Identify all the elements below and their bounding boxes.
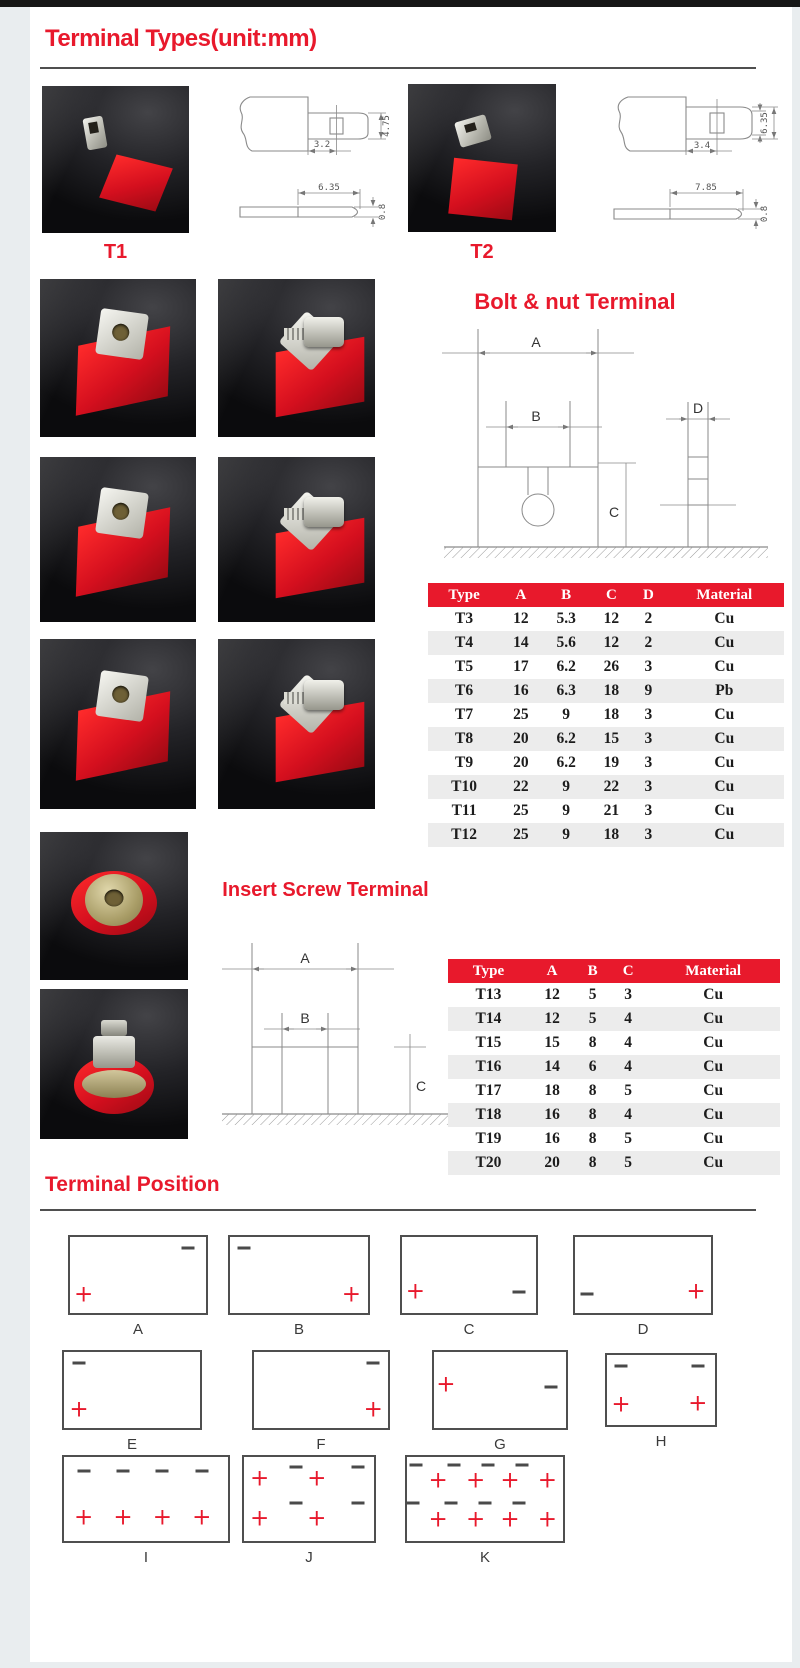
table-cell: 4 xyxy=(624,1010,633,1027)
table-cell: T6 xyxy=(455,682,474,699)
table-cell: 6 xyxy=(588,1058,597,1075)
negative-terminal-mark xyxy=(512,1291,525,1294)
table-cell: Cu xyxy=(714,706,735,723)
table-row xyxy=(428,751,784,775)
positive-terminal-mark: + xyxy=(688,1390,708,1417)
dim-t1-offset: 3.2 xyxy=(313,140,331,150)
dim-label-a: A xyxy=(300,950,310,966)
table-cell: T5 xyxy=(455,658,474,675)
table-cell: 5.3 xyxy=(556,610,576,627)
table-row xyxy=(448,1079,780,1103)
photo-t1-terminal xyxy=(42,86,189,233)
terminal-position-box-k xyxy=(405,1455,565,1543)
table-cell: Cu xyxy=(714,778,735,795)
table-cell: 9 xyxy=(562,826,571,843)
positive-terminal-mark: + xyxy=(249,1465,270,1492)
table-cell: 12 xyxy=(603,634,620,651)
terminal-position-box-d xyxy=(573,1235,713,1315)
insert-screw-table xyxy=(448,959,780,1175)
table-cell: Cu xyxy=(703,1010,724,1027)
table-cell: T10 xyxy=(451,778,478,795)
positive-terminal-mark: + xyxy=(436,1371,456,1398)
page-title: Terminal Types(unit:mm) xyxy=(45,25,317,52)
negative-terminal-mark xyxy=(479,1502,492,1505)
terminal-position-grid xyxy=(30,1235,792,1575)
positive-terminal-mark: + xyxy=(465,1467,486,1494)
table-cell: Cu xyxy=(703,1034,724,1051)
position-label: J xyxy=(305,1549,313,1566)
positive-terminal-mark: + xyxy=(249,1505,270,1532)
table-header-row xyxy=(428,583,784,607)
t1-technical-drawing xyxy=(210,85,392,241)
terminal-position-box-e xyxy=(62,1350,202,1430)
table-cell: 8 xyxy=(588,1106,597,1123)
column-header: B xyxy=(542,583,591,607)
negative-terminal-mark xyxy=(367,1362,380,1365)
table-cell: 12 xyxy=(603,610,620,627)
insert-screw-section-title: Insert Screw Terminal xyxy=(222,879,429,901)
positive-terminal-mark: + xyxy=(152,1504,173,1531)
table-header-row xyxy=(448,959,780,983)
positive-terminal-mark: + xyxy=(307,1465,327,1492)
page-top-border xyxy=(0,0,800,7)
negative-terminal-mark xyxy=(195,1470,208,1473)
table-cell: T19 xyxy=(475,1130,502,1147)
dim-t2-thickness: 0.8 xyxy=(760,205,770,223)
column-header: C xyxy=(591,583,632,607)
table-row xyxy=(428,823,784,847)
table-cell: Cu xyxy=(714,802,735,819)
table-cell: 18 xyxy=(603,682,620,699)
table-cell: Cu xyxy=(714,634,735,651)
table-cell: Cu xyxy=(703,1106,724,1123)
metal-plate-terminal xyxy=(95,487,149,539)
table-row xyxy=(448,1151,780,1175)
column-header: Type xyxy=(428,583,500,607)
table-row xyxy=(448,1127,780,1151)
column-header: B xyxy=(575,959,610,983)
table-row xyxy=(448,1007,780,1031)
table-row xyxy=(448,1031,780,1055)
terminal-position-box-i xyxy=(62,1455,230,1543)
position-label: F xyxy=(316,1436,326,1453)
table-cell: 16 xyxy=(544,1106,560,1123)
column-header: A xyxy=(500,583,541,607)
table-cell: 12 xyxy=(544,1010,560,1027)
tab-slot xyxy=(88,121,99,133)
position-label: G xyxy=(494,1436,506,1453)
table-cell: 2 xyxy=(644,610,653,627)
table-cell: 4 xyxy=(624,1034,633,1051)
table-row xyxy=(428,655,784,679)
dim-label-c: C xyxy=(608,504,620,520)
plate-hole xyxy=(111,685,130,704)
table-cell: 4 xyxy=(624,1058,633,1075)
metal-plate-terminal xyxy=(95,307,149,359)
table-cell: Cu xyxy=(703,1058,724,1075)
table-cell: 20 xyxy=(513,754,529,771)
table-cell: 26 xyxy=(603,658,620,675)
table-cell: 9 xyxy=(562,778,571,795)
table-cell: 16 xyxy=(544,1130,560,1147)
bolt-nut-section-title: Bolt & nut Terminal xyxy=(474,289,676,314)
negative-terminal-mark xyxy=(290,1466,303,1469)
position-label: I xyxy=(143,1549,149,1566)
table-cell: 3 xyxy=(644,658,653,675)
bolt-shaft xyxy=(284,328,304,340)
table-cell: 20 xyxy=(544,1154,560,1171)
positive-terminal-mark: + xyxy=(363,1396,383,1423)
positive-terminal-mark: + xyxy=(500,1467,520,1494)
table-cell: 6.2 xyxy=(556,658,576,675)
insert-hole xyxy=(105,889,124,906)
table-cell: 17 xyxy=(513,658,529,675)
table-cell: T8 xyxy=(455,730,474,747)
brass-insert xyxy=(85,874,143,926)
position-label: H xyxy=(655,1433,667,1450)
negative-terminal-mark xyxy=(77,1470,90,1473)
table-cell: 9 xyxy=(644,682,653,699)
dim-label-b: B xyxy=(300,1010,310,1026)
column-header: D xyxy=(632,583,665,607)
dim-t1-thickness: 0.8 xyxy=(378,203,388,221)
negative-terminal-mark xyxy=(615,1364,628,1367)
table-cell: T7 xyxy=(455,706,474,723)
table-cell: T20 xyxy=(475,1154,502,1171)
positive-terminal-mark: + xyxy=(74,1504,94,1531)
positive-terminal-mark: + xyxy=(500,1506,520,1533)
table-cell: T4 xyxy=(455,634,474,651)
table-cell: 5 xyxy=(588,986,597,1003)
terminal-position-box-g xyxy=(432,1350,568,1430)
t1-label: T1 xyxy=(103,241,128,263)
position-label: E xyxy=(126,1436,137,1453)
t2-label: T2 xyxy=(470,241,494,263)
hex-bolt-head xyxy=(304,497,344,527)
dim-label-d: D xyxy=(692,400,704,416)
photo-insert-terminal-1 xyxy=(40,832,188,980)
negative-terminal-mark xyxy=(72,1362,85,1365)
positive-terminal-mark: + xyxy=(428,1467,448,1494)
positive-terminal-mark: + xyxy=(537,1506,558,1533)
table-cell: Pb xyxy=(715,682,734,699)
table-row xyxy=(428,607,784,631)
table-cell: 14 xyxy=(544,1058,560,1075)
table-cell: 3 xyxy=(644,754,653,771)
table-cell: T3 xyxy=(455,610,474,627)
table-cell: T18 xyxy=(475,1106,502,1123)
table-row xyxy=(448,983,780,1007)
table-cell: 5.6 xyxy=(556,634,576,651)
table-cell: 25 xyxy=(513,826,529,843)
negative-terminal-mark xyxy=(407,1502,420,1505)
tab-slot xyxy=(464,122,477,133)
data-table xyxy=(448,959,780,1175)
table-cell: 8 xyxy=(588,1034,597,1051)
table-row xyxy=(428,703,784,727)
hex-bolt-head xyxy=(304,317,344,347)
positive-terminal-mark: + xyxy=(341,1281,362,1308)
table-cell: Cu xyxy=(703,1082,724,1099)
dim-t2-length: 7.85 xyxy=(695,183,717,193)
table-cell: 15 xyxy=(603,730,620,747)
table-cell: 25 xyxy=(513,802,529,819)
photo-bolt-nut-plate-1 xyxy=(40,279,196,437)
negative-terminal-mark xyxy=(352,1502,365,1505)
page-content xyxy=(30,7,792,1662)
column-header: Material xyxy=(646,959,780,983)
table-cell: T12 xyxy=(451,826,478,843)
table-cell: T16 xyxy=(475,1058,502,1075)
title-divider xyxy=(40,67,756,69)
table-cell: 8 xyxy=(588,1130,597,1147)
dim-label-b: B xyxy=(531,408,541,424)
column-header: C xyxy=(610,959,646,983)
plate-hole xyxy=(111,502,130,521)
position-label: D xyxy=(637,1321,649,1338)
table-cell: 8 xyxy=(588,1154,597,1171)
negative-terminal-mark xyxy=(237,1247,250,1250)
positive-terminal-mark: + xyxy=(192,1504,212,1531)
negative-terminal-mark xyxy=(545,1385,558,1388)
table-cell: 5 xyxy=(624,1130,633,1147)
table-row xyxy=(428,799,784,823)
brass-washer xyxy=(82,1070,146,1098)
table-row xyxy=(428,679,784,703)
table-cell: 4 xyxy=(624,1106,633,1123)
table-cell: 25 xyxy=(513,706,529,723)
terminal-position-divider xyxy=(40,1209,756,1211)
photo-bolt-nut-assembled-3 xyxy=(218,639,375,809)
positive-terminal-mark: + xyxy=(537,1467,558,1494)
table-cell: 18 xyxy=(603,826,620,843)
terminal-position-box-f xyxy=(252,1350,390,1430)
negative-terminal-mark xyxy=(513,1502,526,1505)
table-cell: T15 xyxy=(475,1034,502,1051)
dim-t1-length: 6.35 xyxy=(318,183,340,193)
table-row xyxy=(448,1103,780,1127)
hex-screw-head xyxy=(93,1036,135,1068)
position-label: A xyxy=(132,1321,143,1338)
table-cell: 6.2 xyxy=(556,754,576,771)
table-cell: T14 xyxy=(475,1010,502,1027)
positive-terminal-mark: + xyxy=(69,1396,89,1423)
bolt-nut-dimension-diagram xyxy=(430,317,782,562)
dim-t2-width: 6.35 xyxy=(760,112,770,134)
position-label: C xyxy=(463,1321,475,1338)
positive-terminal-mark: + xyxy=(307,1505,327,1532)
table-cell: Cu xyxy=(714,826,735,843)
dim-label-a: A xyxy=(531,334,541,350)
position-label: B xyxy=(293,1321,304,1338)
table-cell: 14 xyxy=(513,634,529,651)
negative-terminal-mark xyxy=(182,1247,195,1250)
table-cell: 3 xyxy=(624,986,633,1003)
table-cell: T13 xyxy=(475,986,502,1003)
table-cell: Cu xyxy=(714,754,735,771)
table-cell: 16 xyxy=(513,682,529,699)
bolt-shaft xyxy=(284,692,304,704)
table-cell: 6.3 xyxy=(556,682,576,699)
column-header: A xyxy=(529,959,575,983)
table-row xyxy=(428,727,784,751)
negative-terminal-mark xyxy=(691,1364,704,1367)
table-cell: Cu xyxy=(703,986,724,1003)
positive-terminal-mark: + xyxy=(73,1281,94,1308)
positive-terminal-mark: + xyxy=(405,1278,426,1305)
table-cell: Cu xyxy=(714,610,735,627)
insert-screw-dimension-diagram xyxy=(210,929,460,1147)
data-table xyxy=(428,583,784,847)
terminal-position-section-title: Terminal Position xyxy=(45,1173,220,1196)
table-cell: 5 xyxy=(588,1010,597,1027)
bolt-nut-table xyxy=(428,583,784,847)
negative-terminal-mark xyxy=(447,1464,460,1467)
table-row xyxy=(428,631,784,655)
table-cell: T9 xyxy=(455,754,474,771)
positive-terminal-mark: + xyxy=(113,1504,133,1531)
negative-terminal-mark xyxy=(581,1293,594,1296)
positive-terminal-mark: + xyxy=(465,1506,486,1533)
positive-terminal-mark: + xyxy=(428,1506,448,1533)
negative-terminal-mark xyxy=(290,1502,303,1505)
photo-bolt-nut-assembled-2 xyxy=(218,457,375,622)
negative-terminal-mark xyxy=(156,1470,169,1473)
table-cell: 5 xyxy=(624,1154,633,1171)
photo-bolt-nut-assembled-1 xyxy=(218,279,375,437)
table-cell: 8 xyxy=(588,1082,597,1099)
table-cell: 18 xyxy=(544,1082,560,1099)
negative-terminal-mark xyxy=(444,1502,457,1505)
photo-bolt-nut-plate-3 xyxy=(40,639,196,809)
terminal-position-box-b xyxy=(228,1235,370,1315)
negative-terminal-mark xyxy=(410,1464,423,1467)
terminal-position-box-h xyxy=(605,1353,717,1427)
table-cell: 3 xyxy=(644,706,653,723)
positive-terminal-mark: + xyxy=(686,1278,706,1305)
table-row xyxy=(448,1055,780,1079)
table-cell: 20 xyxy=(513,730,529,747)
terminal-position-box-j xyxy=(242,1455,376,1543)
terminal-position-box-c xyxy=(400,1235,538,1315)
table-cell: 18 xyxy=(603,706,620,723)
column-header: Type xyxy=(448,959,529,983)
table-cell: Cu xyxy=(714,730,735,747)
terminal-position-box-a xyxy=(68,1235,208,1315)
hex-bolt-head xyxy=(304,680,344,710)
table-cell: 2 xyxy=(644,634,653,651)
red-terminal-pad xyxy=(448,158,518,220)
dim-t1-width: 4.75 xyxy=(382,115,392,137)
photo-t2-terminal xyxy=(408,84,556,232)
plate-hole xyxy=(111,322,130,341)
table-cell: 15 xyxy=(544,1034,560,1051)
negative-terminal-mark xyxy=(117,1470,130,1473)
t2-technical-drawing xyxy=(586,81,782,243)
table-row xyxy=(428,775,784,799)
table-cell: 3 xyxy=(644,826,653,843)
table-cell: 6.2 xyxy=(556,730,576,747)
metal-plate-terminal xyxy=(95,670,149,722)
table-cell: 9 xyxy=(562,706,571,723)
photo-bolt-nut-plate-2 xyxy=(40,457,196,622)
table-cell: 3 xyxy=(644,802,653,819)
table-cell: 19 xyxy=(603,754,620,771)
table-cell: 21 xyxy=(603,802,620,819)
dim-t2-offset: 3.4 xyxy=(693,141,711,151)
table-cell: Cu xyxy=(703,1130,724,1147)
table-cell: 22 xyxy=(603,778,620,795)
table-cell: Cu xyxy=(703,1154,724,1171)
table-cell: 12 xyxy=(513,610,529,627)
positive-terminal-mark: + xyxy=(611,1391,631,1418)
table-cell: 5 xyxy=(624,1082,633,1099)
table-cell: T17 xyxy=(475,1082,502,1099)
negative-terminal-mark xyxy=(352,1466,365,1469)
column-header: Material xyxy=(665,583,784,607)
photo-insert-terminal-2 xyxy=(40,989,188,1139)
screw-cap xyxy=(101,1020,127,1036)
table-cell: 3 xyxy=(644,778,653,795)
table-cell: Cu xyxy=(714,658,735,675)
table-cell: 3 xyxy=(644,730,653,747)
bolt-shaft xyxy=(284,508,304,520)
dim-label-c: C xyxy=(415,1078,427,1094)
table-cell: 22 xyxy=(513,778,529,795)
table-cell: 9 xyxy=(562,802,571,819)
table-cell: T11 xyxy=(451,802,477,819)
position-label: K xyxy=(479,1549,490,1566)
table-cell: 12 xyxy=(544,986,560,1003)
